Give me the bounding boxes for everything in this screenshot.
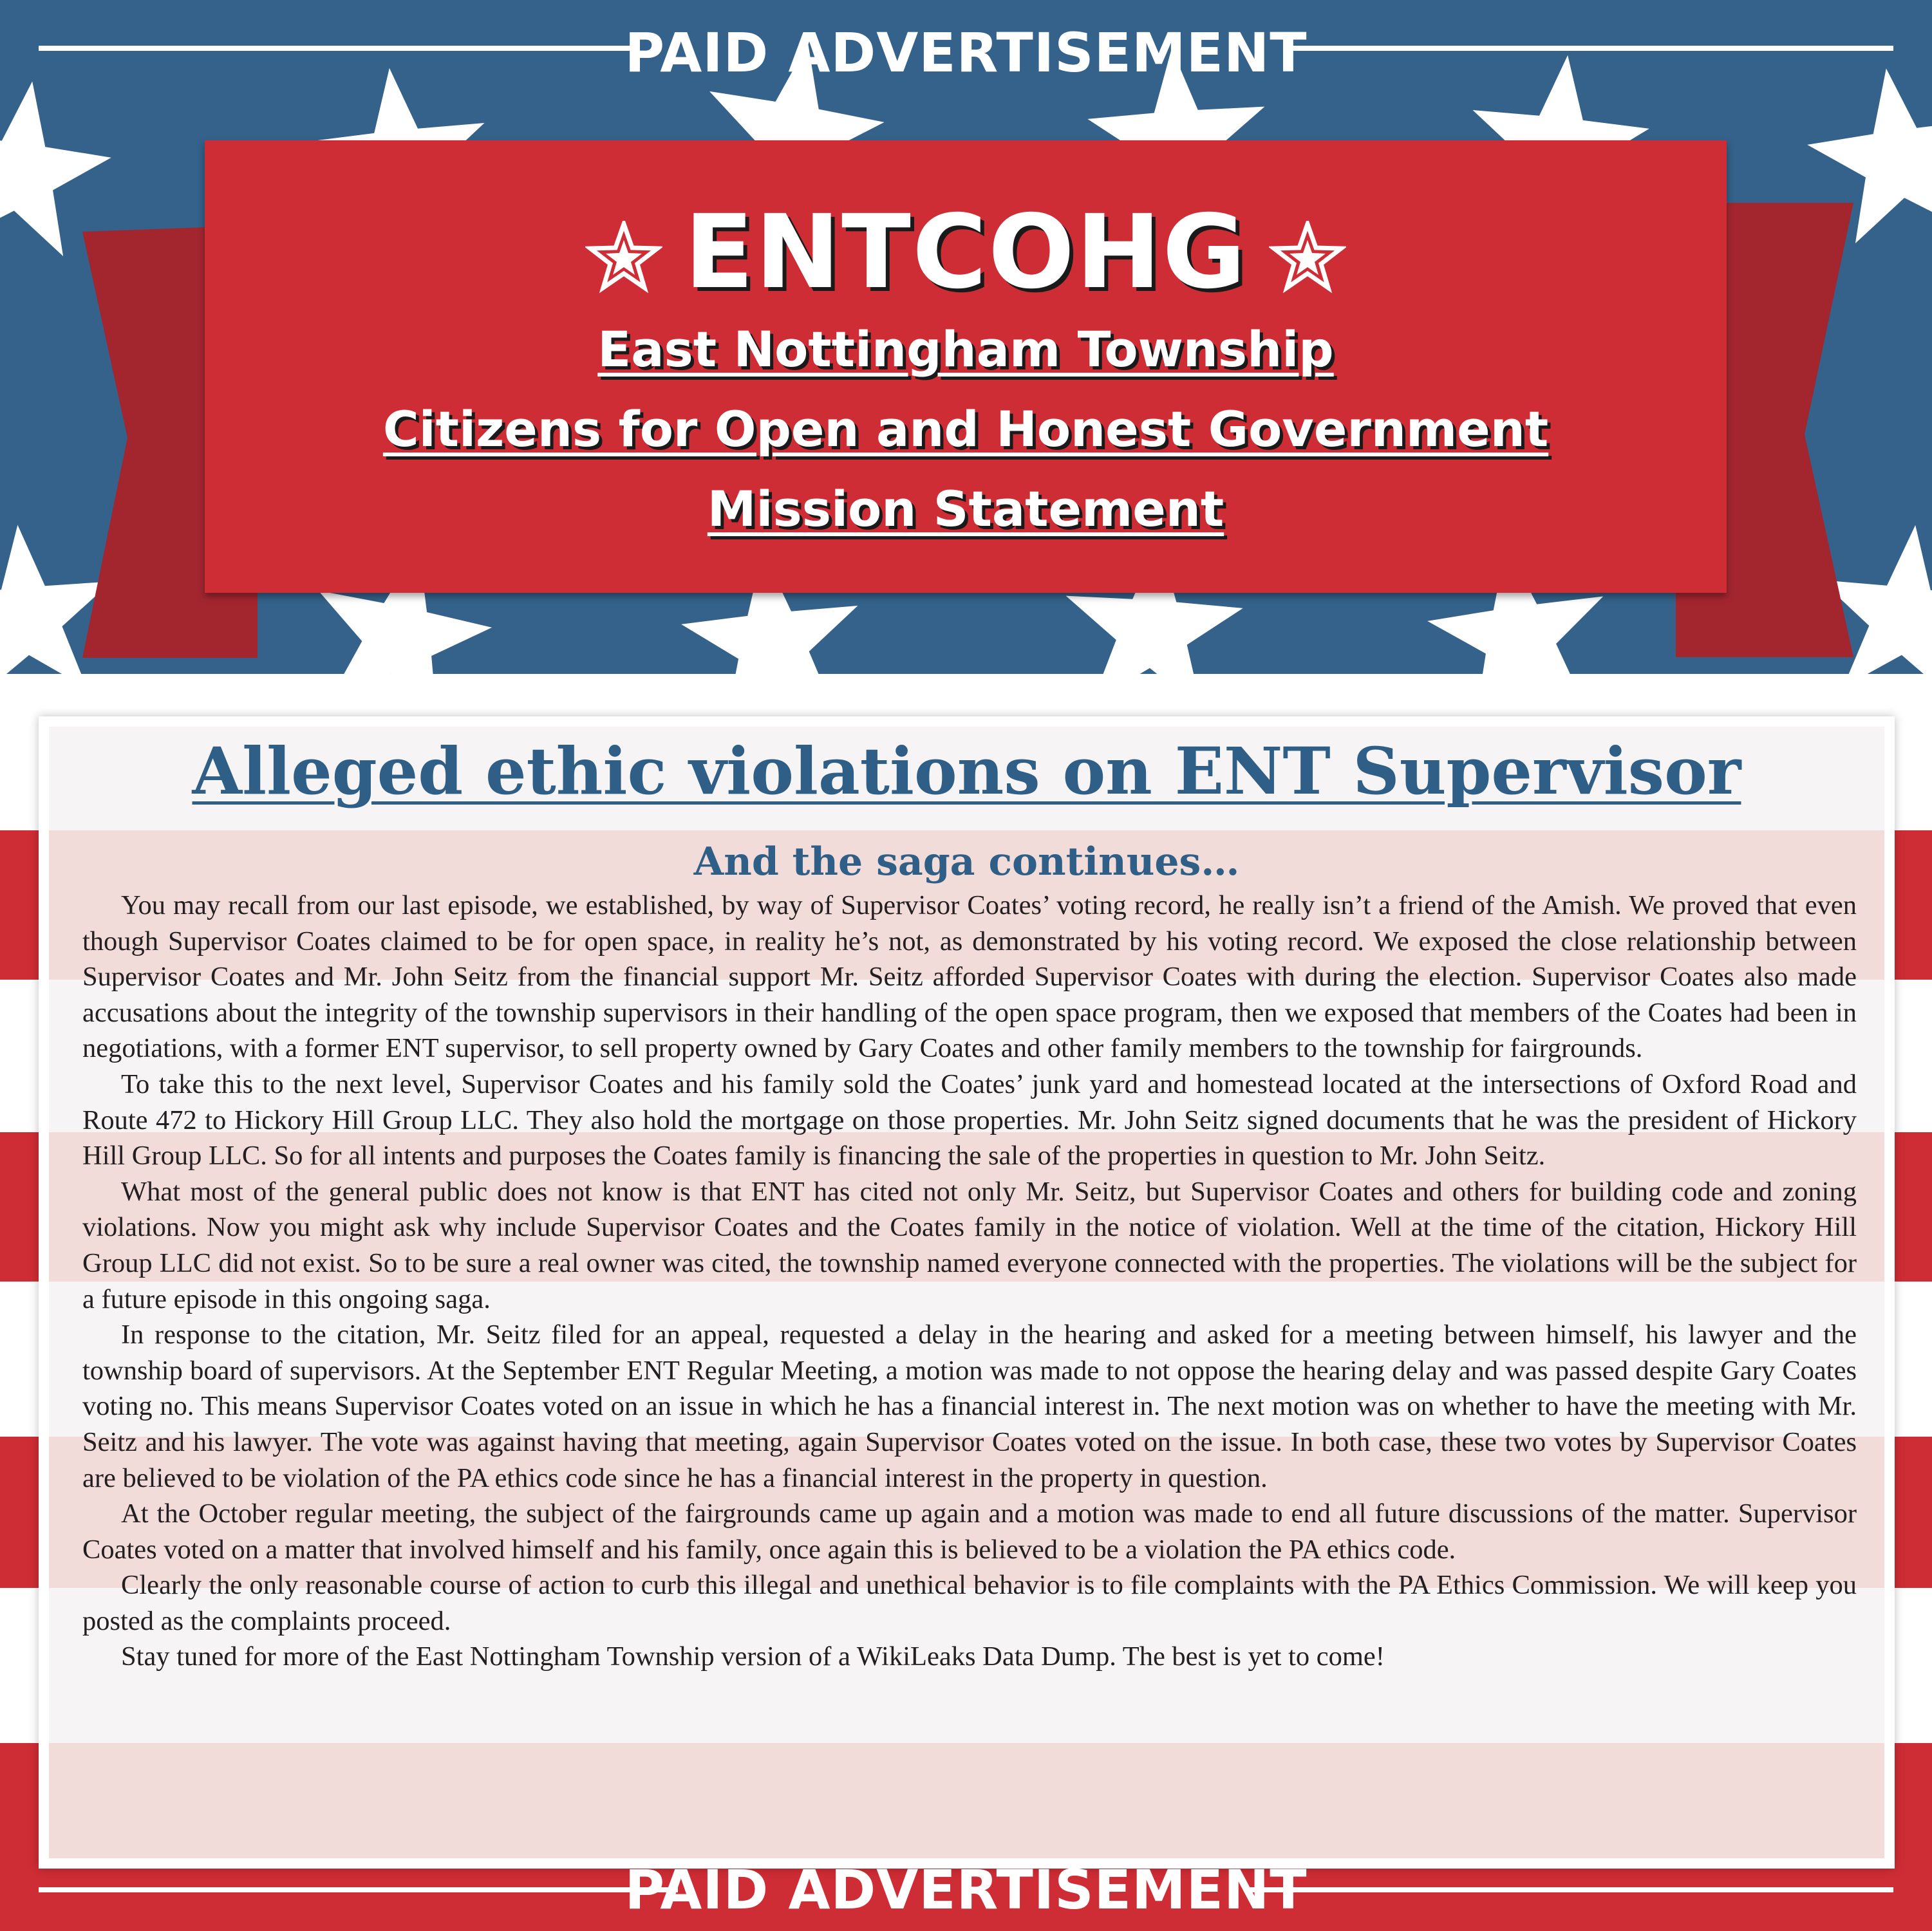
article-card (39, 716, 1895, 1869)
article-paragraph: Clearly the only reasonable course of action to curb this illegal and unethical behavior is to file complaints with the PA Ethics Commission. We will keep you posted as the complaints proceed. (82, 1570, 1857, 1636)
article-panel (49, 727, 1884, 1858)
article-paragraph: What most of the general public does not know is that ENT has cited not only Mr. Seitz, but Supervisor Coates and others for building code and zoning violations. Now you might ask why include Supervisor Coates and the Coates family in the notice of violation. Well at the time of the citation, Hickory Hill Group LLC did not exist. So to be sure a real owner was cited, the township named everyone connected with the properties. The violations will be the subject for a future episode in this ongoing saga. (82, 1176, 1857, 1314)
banner-line-citizens: Citizens for Open and Honest Government (382, 400, 1549, 458)
paid-advertisement-footer: PAID ADVERTISEMENT (624, 1858, 1308, 1921)
article-paragraph: You may recall from our last episode, we established, by way of Supervisor Coates’ voting record, he really isn’t a friend of the Amish. We proved that even though Supervisor Coates claimed to be for open space, in reality he’s not, as demonstrated by his voting record. We exposed the close relationship between Supervisor Coates and Mr. John Seitz from the financial support Mr. Seitz afforded Supervisor Coates with during the election. Supervisor Coates also made accusations about the integrity of the township supervisors in their handling of the open space program, then we exposed that members of the Coates had been in negotiations, with a former ENT supervisor, to sell property owned by Gary Coates and other family members to the township for fairgrounds. (82, 890, 1857, 1064)
article-subhead: And the saga continues… (693, 839, 1240, 884)
panel-tint (49, 1743, 1884, 1858)
star-icon (1269, 221, 1346, 298)
brand-text: ENTCOHG (684, 193, 1248, 312)
paid-advertisement-header: PAID ADVERTISEMENT (624, 21, 1308, 84)
article-paragraph: At the October regular meeting, the subject of the fairgrounds came up again and a motion was made to end all future discussions of the matter. Supervisor Coates voted on a matter that involved himself and his family, once again this is believed to be a violation the PA ethics code. (82, 1498, 1857, 1565)
mission-banner (205, 140, 1727, 593)
banner-line-mission: Mission Statement (707, 480, 1224, 537)
banner-line-township: East Nottingham Township (597, 321, 1334, 378)
article-paragraph: In response to the citation, Mr. Seitz filed for an appeal, requested a delay in the hearing and asked for a meeting between himself, his lawyer and the township board of supervisors. At the September ENT Regular Meeting, a motion was made to not oppose the hearing delay and was passed despite Gary Coates voting no. This means Supervisor Coates voted on an issue in which he has a financial interest in. The next motion was on whether to have the meeting with Mr. Seitz and his lawyer. The vote was against having that meeting, again Supervisor Coates voted on the issue. In both case, these two votes by Supervisor Coates are believed to be violation of the PA ethics code since he has a financial interest in the property in question. (82, 1320, 1857, 1493)
article-paragraph: To take this to the next level, Supervisor Coates and his family sold the Coates’ junk yard and homestead located at the intersections of Oxford Road and Route 472 to Hickory Hill Group LLC. They also hold the mortgage on those properties. Mr. John Seitz signed documents that he was the president of Hickory Hill Group LLC. So for all intents and purposes the Coates family is financing the sale of the properties in question to Mr. John Seitz. (82, 1068, 1857, 1171)
article-body (82, 888, 1857, 1675)
article-paragraph: Stay tuned for more of the East Nottingham Township version of a WikiLeaks Data Dump. The best is yet to come! (121, 1641, 1385, 1672)
article-headline: Alleged ethic violations on ENT Supervisor (192, 733, 1741, 809)
star-icon (585, 221, 662, 298)
organization-acronym (205, 193, 1727, 312)
